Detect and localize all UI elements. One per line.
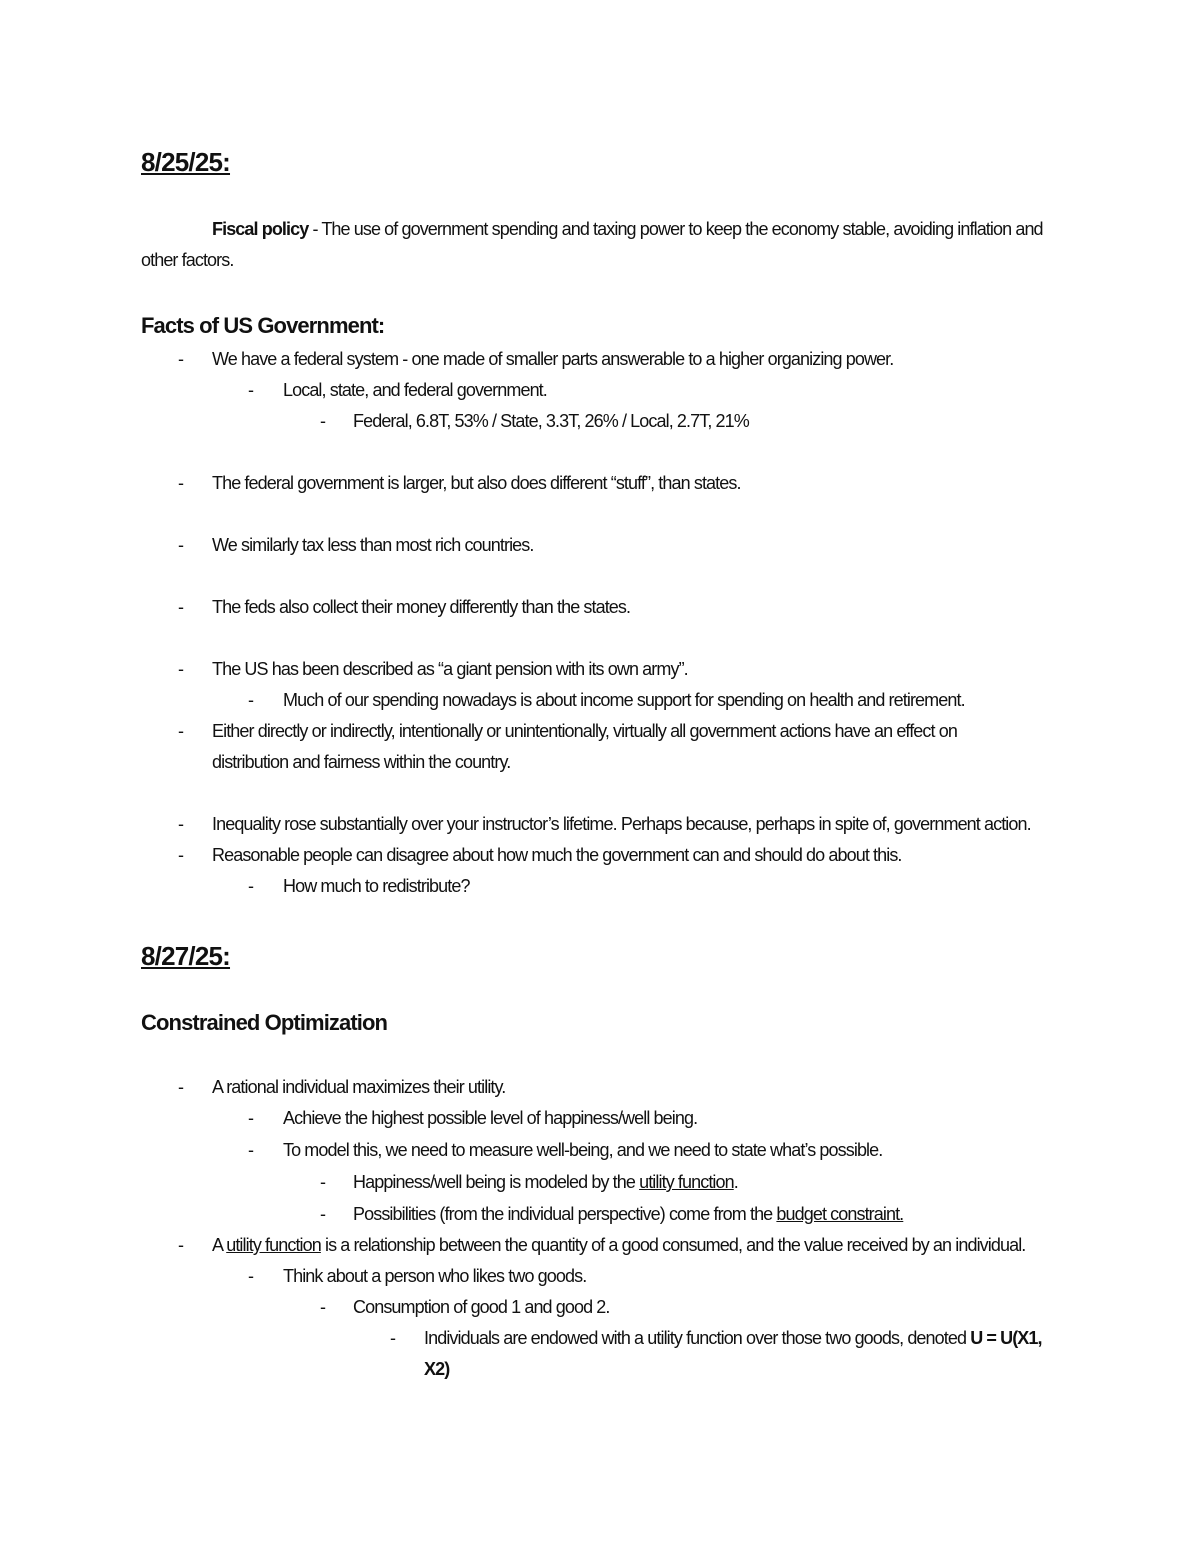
text-run: Reasonable people can disagree about how much the government can and should do about this. [212,845,902,865]
text-run: The US has been described as “a giant pension with its own army”. [212,659,688,679]
text-run: Happiness/well being is modeled by the [353,1172,640,1192]
bullet-dash-icon: - [178,659,184,679]
bold-text: X2) [424,1359,450,1379]
list-item [212,658,688,680]
text-run: is a relationship between the quantity of a good consumed, and the value received by an individual. [320,1235,1026,1255]
text-run: Achieve the highest possible level of happiness/well being. [283,1108,698,1128]
bullet-dash-icon: - [320,1204,326,1224]
text-run: Inequality rose substantially over your instructor’s lifetime. Perhaps because, perhaps in spite of, government action. [212,814,1031,834]
list-item [212,348,893,370]
text-run: Possibilities (from the individual perspective) come from the [353,1204,777,1224]
underlined-term: utility function [226,1235,321,1255]
bullet-dash-icon: - [390,1328,396,1348]
bullet-dash-icon: - [178,349,184,369]
text-run: The feds also collect their money differently than the states. [212,597,631,617]
bold-text: Fiscal policy [212,219,309,239]
list-item [353,1296,610,1318]
list-item [212,720,957,742]
text-run: Federal, 6.8T, 53% / State, 3.3T, 26% / Local, 2.7T, 21% [353,411,749,431]
bullet-dash-icon: - [178,721,184,741]
list-item [283,1139,882,1161]
text-run: distribution and fairness within the country. [212,752,511,772]
bullet-dash-icon: - [320,1297,326,1317]
bullet-dash-icon: - [248,1108,254,1128]
list-item [212,844,902,866]
underlined-term: utility function [639,1172,734,1192]
bullet-dash-icon: - [178,814,184,834]
text-run: We similarly tax less than most rich countries. [212,535,534,555]
text-run: other factors. [141,250,234,270]
underlined-term: budget constraint. [776,1204,904,1224]
bullet-dash-icon: - [178,535,184,555]
list-item [212,813,1031,835]
text-run: . [733,1172,738,1192]
list-item [283,689,965,711]
bold-text: U = U(X1, [970,1328,1042,1348]
section-heading: Facts of US Government: [141,313,385,338]
text-run: The federal government is larger, but also does different “stuff”, than states. [212,473,741,493]
text-run: Either directly or indirectly, intentionally or unintentionally, virtually all government actions have an effect on [212,721,957,741]
list-item [212,1076,505,1098]
bullet-dash-icon: - [248,1266,254,1286]
list-item [212,751,510,773]
bullet-dash-icon: - [320,1172,326,1192]
text-run: Much of our spending nowadays is about income support for spending on health and retirement. [283,690,965,710]
list-item [424,1327,1042,1349]
list-item [212,596,630,618]
paragraph-line [141,249,233,271]
text-run: Local, state, and federal government. [283,380,547,400]
bullet-dash-icon: - [248,380,254,400]
list-item [283,1265,586,1287]
text-run: A [212,1235,227,1255]
text-run: Think about a person who likes two goods. [283,1266,587,1286]
bullet-dash-icon: - [248,1140,254,1160]
bullet-dash-icon: - [178,597,184,617]
section-heading: Constrained Optimization [141,1010,388,1035]
list-item [353,410,749,432]
list-item [424,1358,449,1380]
list-item [212,534,533,556]
text-run: A rational individual maximizes their utility. [212,1077,506,1097]
text-run: - The use of government spending and taxing power to keep the economy stable, avoiding inflation and [308,219,1043,239]
bullet-dash-icon: - [178,1235,184,1255]
text-run: Consumption of good 1 and good 2. [353,1297,610,1317]
bullet-dash-icon: - [178,845,184,865]
list-item [283,379,547,401]
list-item [212,472,741,494]
date-heading: 8/27/25: [141,941,231,971]
bullet-dash-icon: - [248,690,254,710]
list-item [353,1171,738,1193]
text-run: Individuals are endowed with a utility function over those two goods, denoted [424,1328,971,1348]
text-run: How much to redistribute? [283,876,470,896]
paragraph-line [212,218,1043,240]
list-item [283,1107,697,1129]
bullet-dash-icon: - [178,473,184,493]
text-run: To model this, we need to measure well-being, and we need to state what’s possible. [283,1140,883,1160]
bullet-dash-icon: - [178,1077,184,1097]
list-item [212,1234,1025,1256]
list-item [353,1203,903,1225]
bullet-dash-icon: - [320,411,326,431]
text-run: We have a federal system - one made of smaller parts answerable to a higher organizing power. [212,349,894,369]
list-item [283,875,470,897]
date-heading: 8/25/25: [141,147,231,177]
bullet-dash-icon: - [248,876,254,896]
